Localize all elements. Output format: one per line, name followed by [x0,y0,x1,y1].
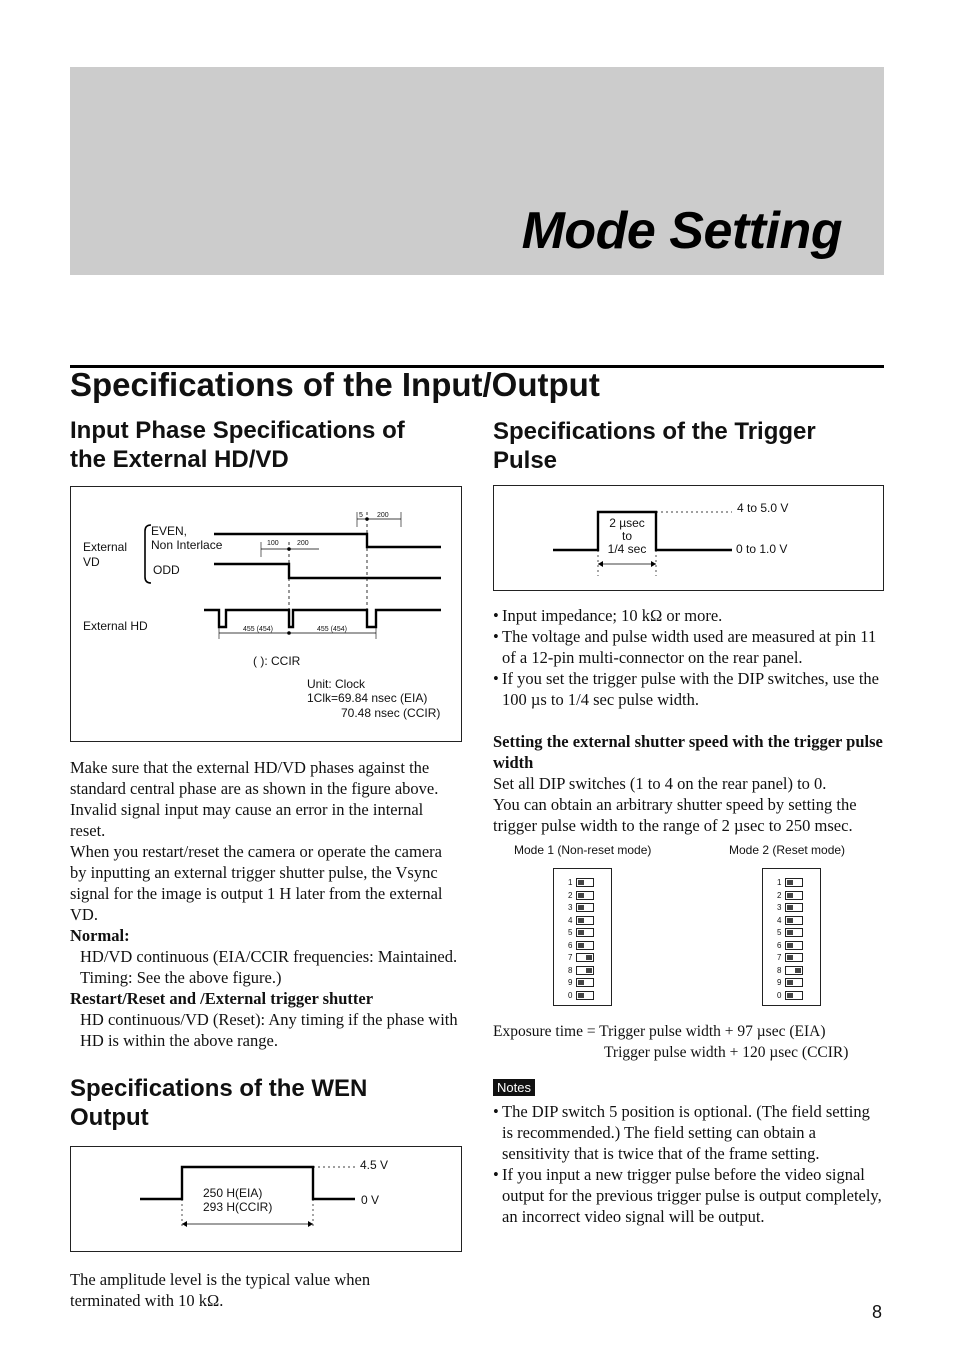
dip-switch-toggle [576,903,594,912]
notes-badge: Notes [493,1079,535,1096]
wen-note [70,1269,462,1311]
restart-text: HD continuous/VD (Reset): Any timing if the phase with HD is within the above range. [80,1010,458,1050]
wen-h-ccir: 293 H(CCIR) [203,1200,273,1214]
clk-eia: 1Clk=69.84 nsec (EIA) [307,691,428,705]
dip-switch-knob [787,905,793,910]
normal-text: HD/VD continuous (EIA/CCIR frequencies: Maintained. Timing: See the above figure.) [80,947,458,987]
dip-switch-number: 8 [777,965,782,975]
shutter-text: You can obtain an arbitrary shutter speed by setting the trigger pulse width to the range of 2 µsec to 250 msec. [493,795,857,835]
external-hd-label: External HD [83,619,148,633]
chapter-banner [70,67,884,275]
dip-switch-knob [578,980,584,985]
even-label: EVEN, [151,524,188,538]
heading-line: the External HD/VD [70,446,289,473]
dip-switch-number: 8 [568,965,573,975]
dip-switch-toggle [785,891,803,900]
odd-label: ODD [153,563,180,577]
shutter-section [493,731,884,836]
trigger-waveform-svg [494,486,883,590]
wen-heading [70,1074,367,1132]
dip-switch-knob [787,943,793,948]
section-title: Specifications of the Input/Output [70,366,600,403]
dip-switch-number: 4 [568,915,573,925]
external-vd-label-2: VD [83,555,100,569]
note-line: The amplitude level is the typical value when [70,1270,371,1289]
dip-switch-toggle [785,991,803,1000]
dip-switch-toggle [576,916,594,925]
dip-switch-number: 2 [777,890,782,900]
dip-switch-toggle [576,953,594,962]
non-interlace-label: Non Interlace [151,538,223,552]
dip-switch-knob [787,880,793,885]
note-item: • The DIP switch 5 position is optional. (The field setting is recommended.) The field setting can obtain a sensitivity that is twice that of the frame setting. [493,1101,884,1164]
dip-switch-knob [787,930,793,935]
ccir-note: ( ): CCIR [253,654,301,668]
dip-switch-number: 1 [568,878,573,887]
trigger-bullets [493,605,884,710]
dip-switch-knob [787,955,793,960]
dip-switch-knob [787,980,793,985]
dip-switch-number: 7 [777,953,782,962]
dim-455b: 455 (454) [317,626,347,633]
dip-switch-number: 0 [777,990,782,1000]
dip-switch-toggle [576,978,594,987]
dip-switch-knob [787,893,793,898]
dip-switch-number: 7 [568,953,573,962]
dip-switch-toggle [785,928,803,937]
dip-switch-knob [578,943,584,948]
shutter-heading: Setting the external shutter speed with the trigger pulse width [493,732,883,772]
heading-line: Specifications of the Trigger [493,418,816,445]
dip-switch-number: 9 [777,978,782,987]
dim-5: 5 [359,512,363,519]
width-line: to [621,529,632,543]
clk-ccir: 70.48 nsec (CCIR) [341,706,441,720]
dip-switch-number: 6 [777,940,782,950]
exposure-line: Exposure time = Trigger pulse width + 97 µsec (EIA) [493,1023,826,1040]
dip-switch-mode1 [553,868,612,1006]
exposure-line: Trigger pulse width + 120 µsec (CCIR) [604,1044,849,1061]
note-item: • If you input a new trigger pulse before the video signal output for the previous trigger pulse is output completely, an incorrect video signal will be output. [493,1164,884,1227]
notes-header [493,1079,535,1097]
paragraph: Make sure that the external HD/VD phases against the standard central phase are as shown in the figure above. Invalid signal input may cause an error in the internal reset. [70,758,439,840]
dip-switch-knob [578,880,584,885]
dip-switch-toggle [785,978,803,987]
unit-label: Unit: Clock [307,677,366,691]
page-number: 8 [871,1302,882,1322]
dip-switch-mode2 [762,868,821,1006]
dip-switch-toggle [785,966,803,975]
trigger-heading [493,417,816,475]
trigger-width-label [598,517,656,556]
dip-switch-number: 5 [777,928,782,937]
heading-line: Input Phase Specifications of [70,417,405,444]
dip-switch-toggle [785,916,803,925]
dip-switch-knob [586,968,592,973]
dim-200a: 200 [297,540,309,547]
notes-list [493,1101,884,1227]
heading-line: Pulse [493,447,558,474]
dip-switch-toggle [576,941,594,950]
dim-100: 100 [267,540,279,547]
heading-line: Specifications of the WEN [70,1075,368,1102]
dip-switch-toggle [785,903,803,912]
external-vd-label: External [83,540,128,554]
dip-switch-knob [578,993,584,998]
bullet-item: • If you set the trigger pulse with the DIP switches, use the 100 µs to 1/4 sec pulse width. [493,668,884,710]
hd-vd-timing-diagram [70,486,462,742]
note-line: terminated with 10 kΩ. [70,1291,224,1310]
dip-switch-number: 3 [568,903,573,912]
dip-switch-knob [578,905,584,910]
dip-switch-knob [787,918,793,923]
dip-switch-knob [795,968,801,973]
dip-switch-number: 3 [777,903,782,912]
dip-switch-number: 5 [568,928,573,937]
dim-455a: 455 (454) [243,626,273,633]
dip-switch-knob [578,930,584,935]
trigger-low-voltage: 0 to 1.0 V [736,542,788,556]
shutter-text: Set all DIP switches (1 to 4 on the rear panel) to 0. [493,774,827,793]
trigger-high-voltage: 4 to 5.0 V [737,501,789,515]
wen-diagram [70,1146,462,1252]
dip-switch-toggle [785,878,803,887]
exposure-formula [493,1021,884,1063]
trigger-diagram [493,485,884,591]
dip-switch-number: 4 [777,915,782,925]
bullet-item: • The voltage and pulse width used are measured at pin 11 of a 12-pin multi-connector on the rear panel. [493,626,884,668]
wen-h-eia: 250 H(EIA) [203,1186,263,1200]
dim-200b: 200 [377,512,389,519]
normal-label: Normal: [70,926,130,945]
dip-switch-knob [578,893,584,898]
width-line: 1/4 sec [607,542,647,556]
dip-switch-number: 9 [568,978,573,987]
wen-low-voltage: 0 V [361,1193,380,1207]
dip-switch-toggle [785,953,803,962]
bullet-item: • Input impedance; 10 kΩ or more. [493,605,884,626]
dip-switch-number: 0 [568,990,573,1000]
width-line: 2 µsec [609,516,645,530]
dip-switch-number: 2 [568,890,573,900]
dip-switch-knob [787,993,793,998]
dip-switch-knob [578,918,584,923]
input-phase-text [70,757,462,1051]
dip-switch-toggle [576,891,594,900]
dip-switch-toggle [576,878,594,887]
heading-line: Output [70,1104,149,1131]
mode2-label: Mode 2 (Reset mode) [729,843,846,857]
dip-switch-number: 6 [568,940,573,950]
input-phase-heading [70,416,405,474]
dip-switch-toggle [785,941,803,950]
mode1-label: Mode 1 (Non-reset mode) [514,843,652,857]
restart-label: Restart/Reset and /External trigger shutter [70,989,374,1008]
wen-high-voltage: 4.5 V [360,1158,389,1172]
wen-waveform-svg [71,1147,461,1251]
paragraph: When you restart/reset the camera or operate the camera by inputting an external trigger shutter pulse, the Vsync signal for the image is output 1 H later from the external VD. [70,842,443,924]
dip-switch-knob [586,955,592,960]
dip-switch-toggle [576,966,594,975]
dip-switch-toggle [576,991,594,1000]
dip-switch-number: 1 [777,878,782,887]
chapter-title: Mode Setting [521,202,842,260]
dip-switch-toggle [576,928,594,937]
